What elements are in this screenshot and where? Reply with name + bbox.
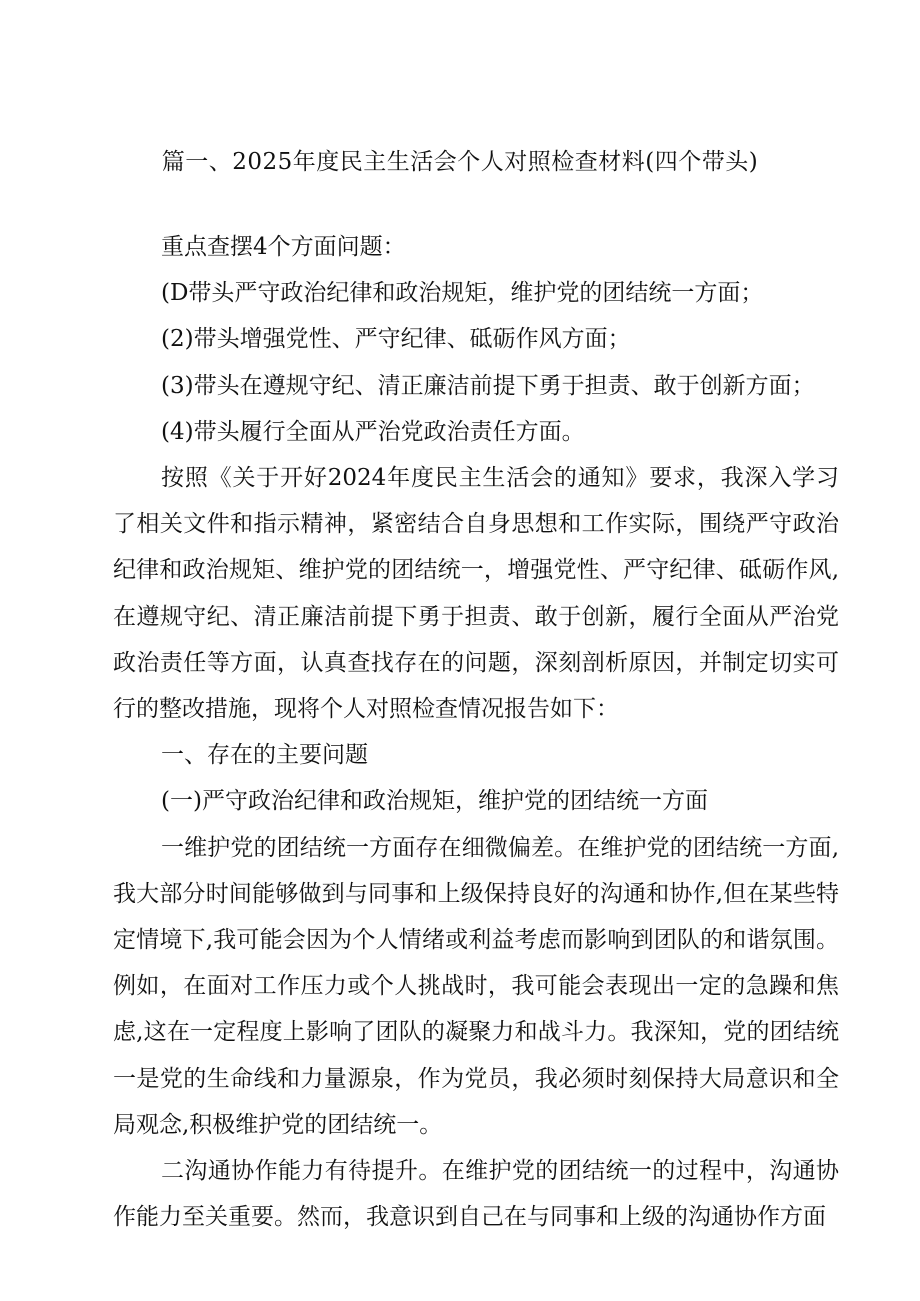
paragraph-item-1: (D带头严守政治纪律和政治规矩，维护党的团结统一方面； [161,280,764,307]
subsection-heading: (一)严守政治纪律和政治规矩，维护党的团结统一方面 [161,788,708,815]
section-heading: 一、存在的主要问题 [161,742,368,769]
paragraph-item-3: (3)带头在遵规守纪、清正廉洁前提下勇于担责、敢于创新方面； [161,372,815,399]
paragraph-issue-1: 一维护党的团结统一方面存在细微偏差。在维护党的团结统一方面,我大部分时间能够做到与同事和上级保持良好的沟通和协作,但在某些特定情境下,我可能会因为个人情绪或利益考虑而影响到团队的和谐氛围。例如，在面对工作压力或个人挑战时，我可能会表现出一定的急躁和焦虑,这在一定程度上影响了团队的凝聚力和战斗力。我深知，党的团结统一是党的生命线和力量源泉，作为党员，我必须时刻保持大局意识和全局观念,积极维护党的团结统一。 [113,834,839,1138]
paragraph-item-4: (4)带头履行全面从严治党政治责任方面。 [161,418,585,445]
paragraph-intro: 重点查摆4个方面问题： [161,234,406,260]
paragraph-item-2: (2)带头增强党性、严守纪律、砥砺作风方面； [161,326,631,353]
document-body [113,224,839,1240]
document-title: 篇一、2025年度民主生活会个人对照检查材料(四个带头) [161,149,759,175]
paragraph-issue-2: 二沟通协作能力有待提升。在维护党的团结统一的过程中，沟通协作能力至关重要。然而，我意识到自己在与同事和上级的沟通协作方面 [113,1158,839,1231]
paragraph-preface: 按照《关于开好2024年度民主生活会的通知》要求，我深入学习了相关文件和指示精神，紧密结合自身思想和工作实际，围绕严守政治纪律和政治规矩、维护党的团结统一，增强党性、严守纪律、砥砺作风,在遵规守纪、清正廉洁前提下勇于担责、敢于创新，履行全面从严治党政治责任等方面，认真查找存在的问题，深刻剖析原因，并制定切实可行的整改措施，现将个人对照检查情况报告如下： [113,465,839,723]
